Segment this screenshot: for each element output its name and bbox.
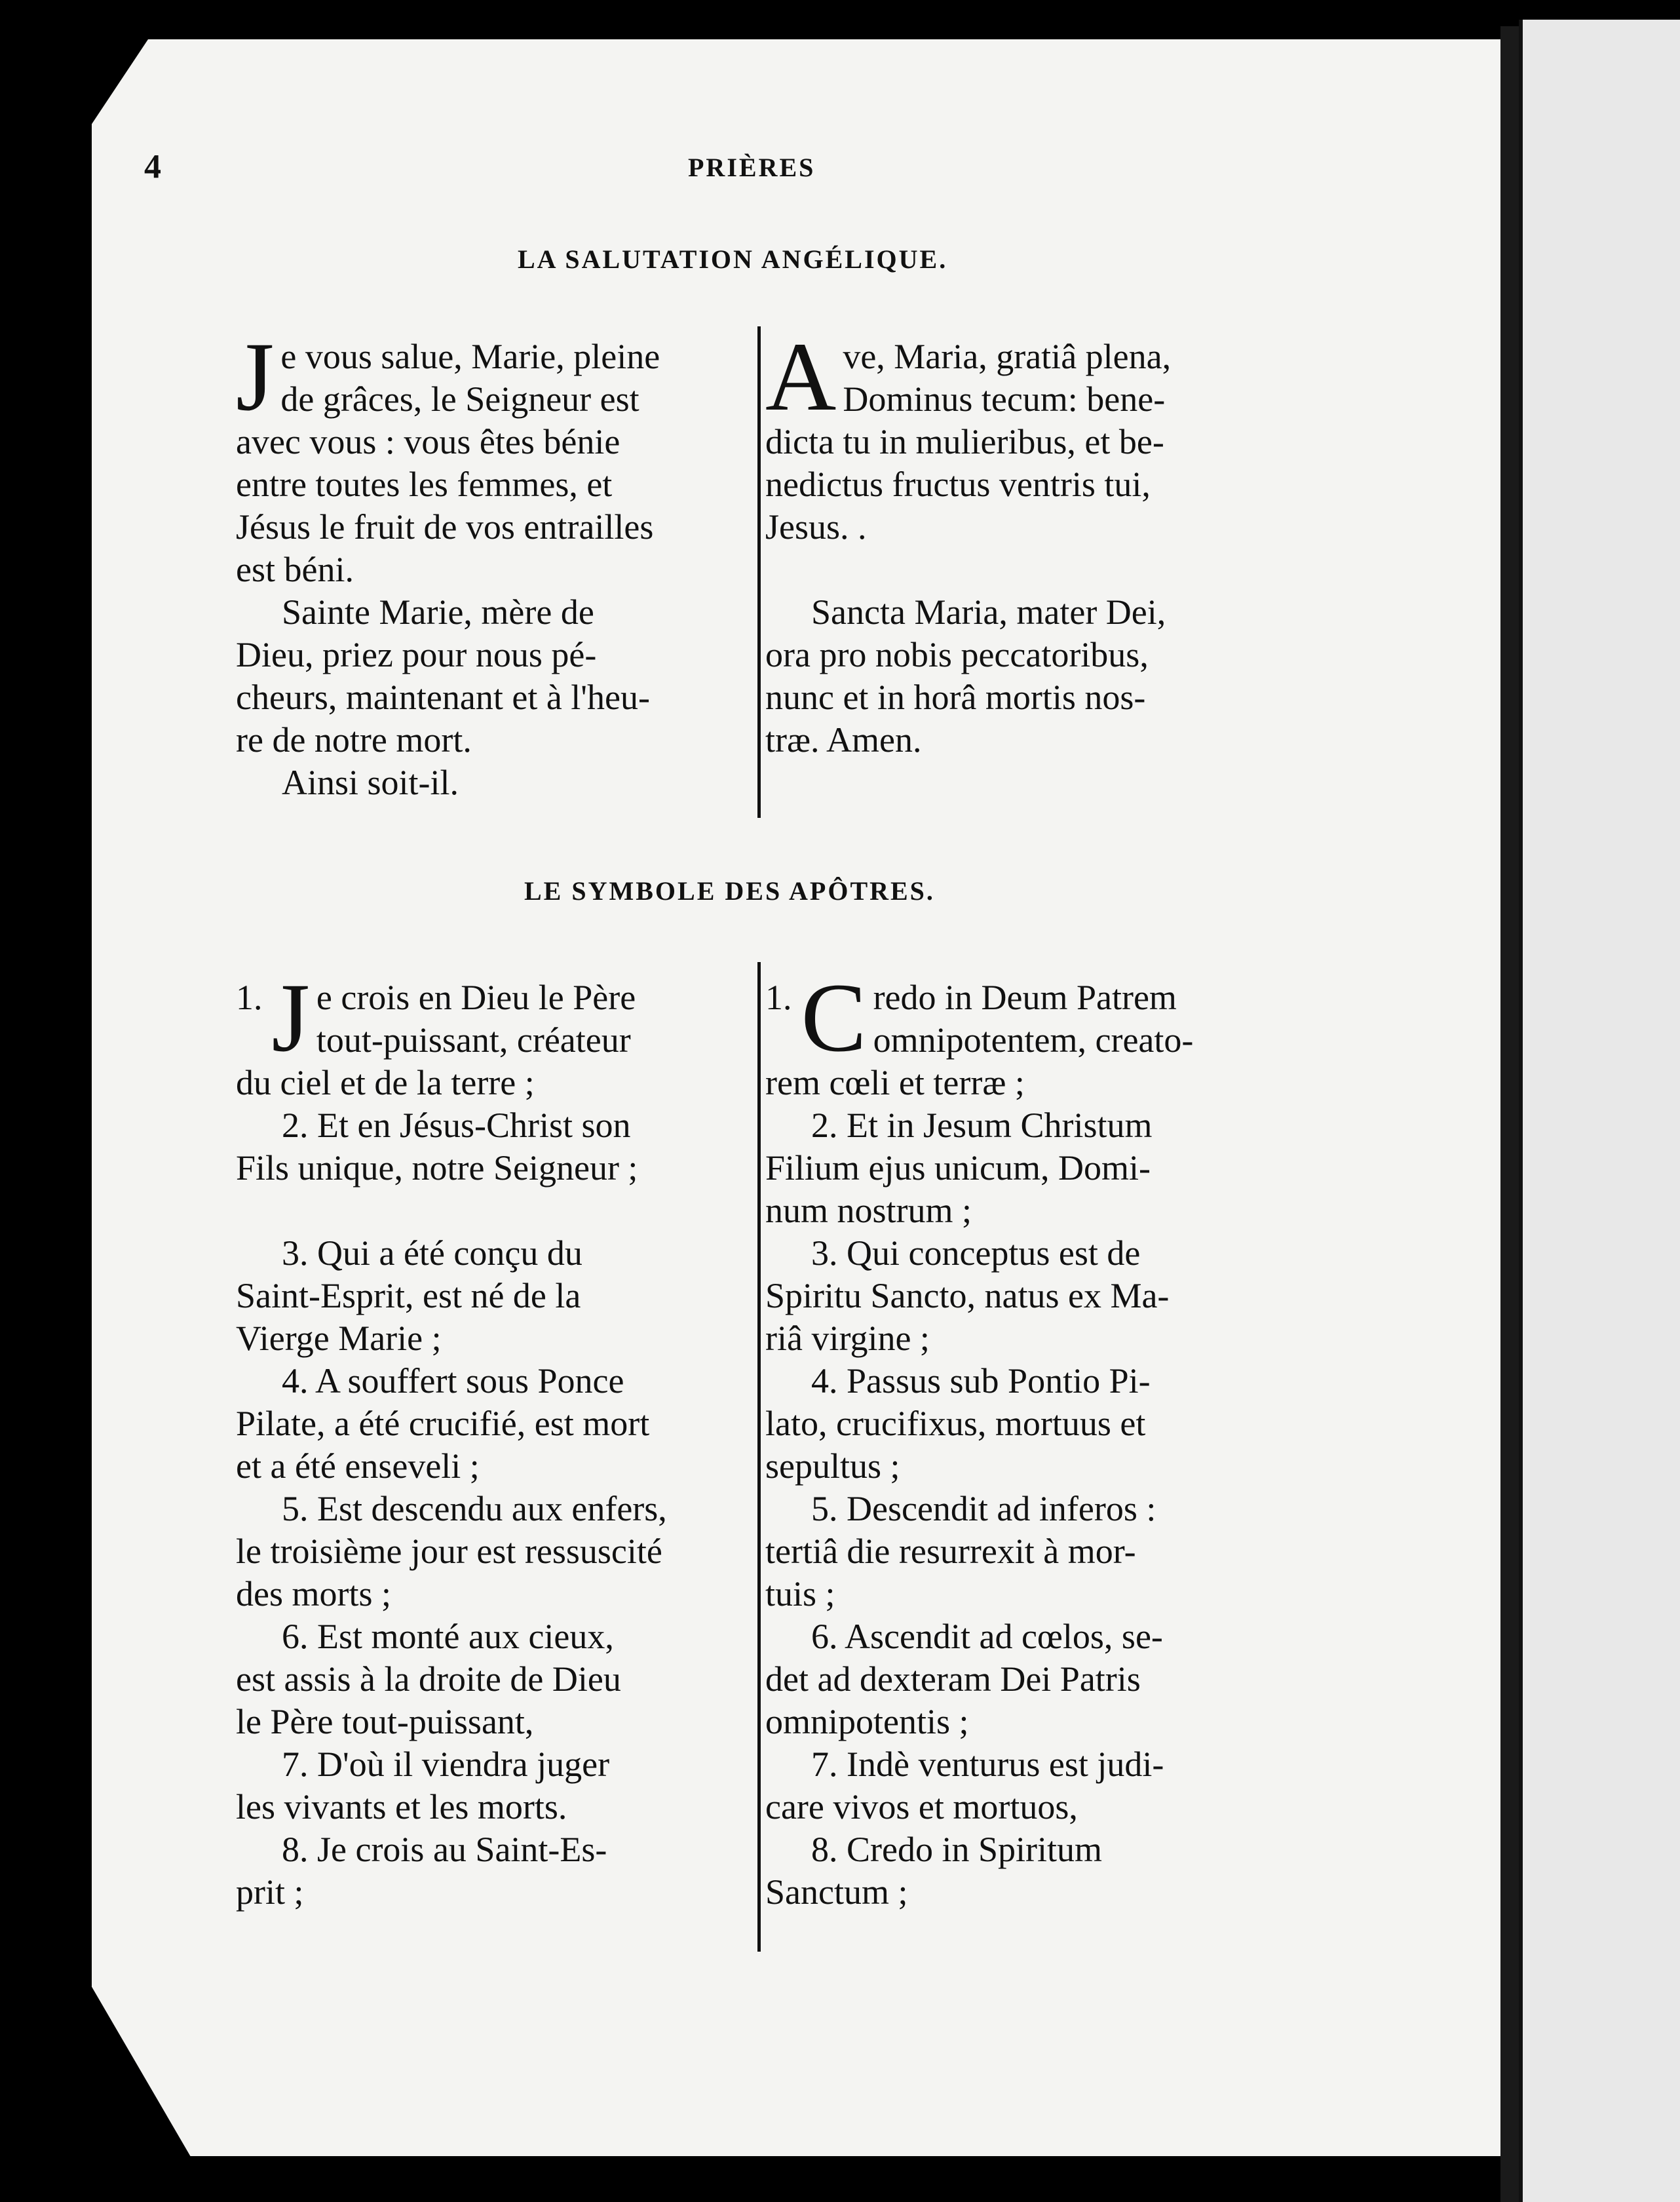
text-line: Vierge Marie ; [236, 1319, 442, 1358]
symbole-title: LE SYMBOLE DES APÔTRES. [524, 876, 935, 906]
page-gutter-shadow [1500, 26, 1519, 2202]
text-line: 2. Et en Jésus-Christ son [282, 1106, 631, 1145]
facing-page-edge [1519, 20, 1680, 2202]
text-line: Fils unique, notre Seigneur ; [236, 1148, 638, 1188]
text-line: 4. Passus sub Pontio Pi- [811, 1361, 1151, 1400]
text-line: sepultus ; [765, 1446, 900, 1486]
text-line: avec vous : vous êtes bénie [236, 422, 620, 461]
text-line: 5. Est descendu aux enfers, [282, 1489, 667, 1528]
salutation-title: LA SALUTATION ANGÉLIQUE. [518, 244, 948, 274]
text-line: træ. Amen. [765, 720, 922, 760]
text-line: e vous salue, Marie, pleine [280, 337, 660, 376]
text-line: le troisième jour est ressuscité [236, 1532, 662, 1571]
dropcap: C [801, 963, 867, 1072]
text-line: 6. Est monté aux cieux, [282, 1617, 614, 1656]
text-line [765, 549, 1283, 591]
text-line: Sancta Maria, mater Dei, [811, 592, 1166, 632]
text-line: Jesus. . [765, 507, 867, 547]
text-line: Saint-Esprit, est né de la [236, 1276, 581, 1315]
text-line: Sainte Marie, mère de [282, 592, 594, 632]
text-line: Dominus tecum: bene- [843, 379, 1166, 419]
text-line [236, 1189, 754, 1232]
text-line: 3. Qui a été conçu du [282, 1233, 582, 1273]
text-line: est assis à la droite de Dieu [236, 1659, 621, 1699]
text-line: nunc et in horâ mortis nos- [765, 678, 1146, 717]
text-line: rem cœli et terræ ; [765, 1063, 1025, 1102]
text-line: ora pro nobis peccatoribus, [765, 635, 1149, 674]
salutation-latin-column [765, 322, 1283, 762]
text-line: tuis ; [765, 1574, 835, 1613]
text-line: Spiritu Sancto, natus ex Ma- [765, 1276, 1170, 1315]
text-line: nedictus fructus ventris tui, [765, 465, 1151, 504]
text-line: omnipotentem, creato- [873, 1020, 1194, 1060]
text-line: entre toutes les femmes, et [236, 465, 613, 504]
symbole-latin-column [765, 963, 1283, 1914]
text-line: det ad dexteram Dei Patris [765, 1659, 1141, 1699]
page-number: 4 [144, 148, 161, 185]
text-line: 8. Je crois au Saint-Es- [282, 1830, 607, 1869]
text-line: e crois en Dieu le Père [316, 978, 636, 1017]
text-line: tertiâ die resurrexit à mor- [765, 1532, 1136, 1571]
text-line: du ciel et de la terre ; [236, 1063, 535, 1102]
text-line: 4. A souffert sous Ponce [282, 1361, 624, 1400]
text-line: Ainsi soit-il. [282, 763, 459, 802]
text-line: care vivos et mortuos, [765, 1787, 1078, 1826]
text-line: 3. Qui conceptus est de [811, 1233, 1141, 1273]
text-line: 6. Ascendit ad cœlos, se- [811, 1617, 1163, 1656]
text-line: des morts ; [236, 1574, 391, 1613]
text-line: 5. Descendit ad inferos : [811, 1489, 1156, 1528]
text-line: prit ; [236, 1872, 304, 1912]
text-line: Pilate, a été crucifié, est mort [236, 1404, 650, 1443]
text-line: lato, crucifixus, mortuus et [765, 1404, 1146, 1443]
article-number: 1. [236, 978, 263, 1017]
text-line: dicta tu in mulieribus, et be- [765, 422, 1164, 461]
text-line: le Père tout-puissant, [236, 1702, 534, 1741]
running-title: PRIÈRES [688, 153, 816, 182]
text-line: les vivants et les morts. [236, 1787, 567, 1826]
text-line: 7. Indè venturus est judi- [811, 1745, 1164, 1784]
text-line: omnipotentis ; [765, 1702, 969, 1741]
text-line: ve, Maria, gratiâ plena, [843, 337, 1172, 376]
article-number: 1. [765, 978, 792, 1017]
text-line: 8. Credo in Spiritum [811, 1830, 1102, 1869]
text-line: de grâces, le Seigneur est [280, 379, 640, 419]
dropcap: A [765, 322, 837, 431]
text-line: 2. Et in Jesum Christum [811, 1106, 1153, 1145]
symbole-column-rule [757, 962, 761, 1952]
salutation-french-column [236, 322, 754, 804]
text-line: re de notre mort. [236, 720, 472, 760]
text-line: redo in Deum Patrem [873, 978, 1177, 1017]
symbole-french-column [236, 963, 754, 1914]
text-line: Sanctum ; [765, 1872, 908, 1912]
text-line: est béni. [236, 550, 354, 589]
text-line: tout-puissant, créateur [316, 1020, 631, 1060]
text-line: et a été enseveli ; [236, 1446, 480, 1486]
text-line: cheurs, maintenant et à l'heu- [236, 678, 650, 717]
text-line: Dieu, priez pour nous pé- [236, 635, 597, 674]
text-line: Filium ejus unicum, Domi- [765, 1148, 1151, 1188]
salutation-column-rule [757, 326, 761, 818]
text-line: riâ virgine ; [765, 1319, 930, 1358]
text-line: num nostrum ; [765, 1191, 972, 1230]
dropcap: J [271, 963, 310, 1072]
dropcap: J [236, 322, 275, 431]
text-line: 7. D'où il viendra juger [282, 1745, 610, 1784]
text-line: Jésus le fruit de vos entrailles [236, 507, 654, 547]
